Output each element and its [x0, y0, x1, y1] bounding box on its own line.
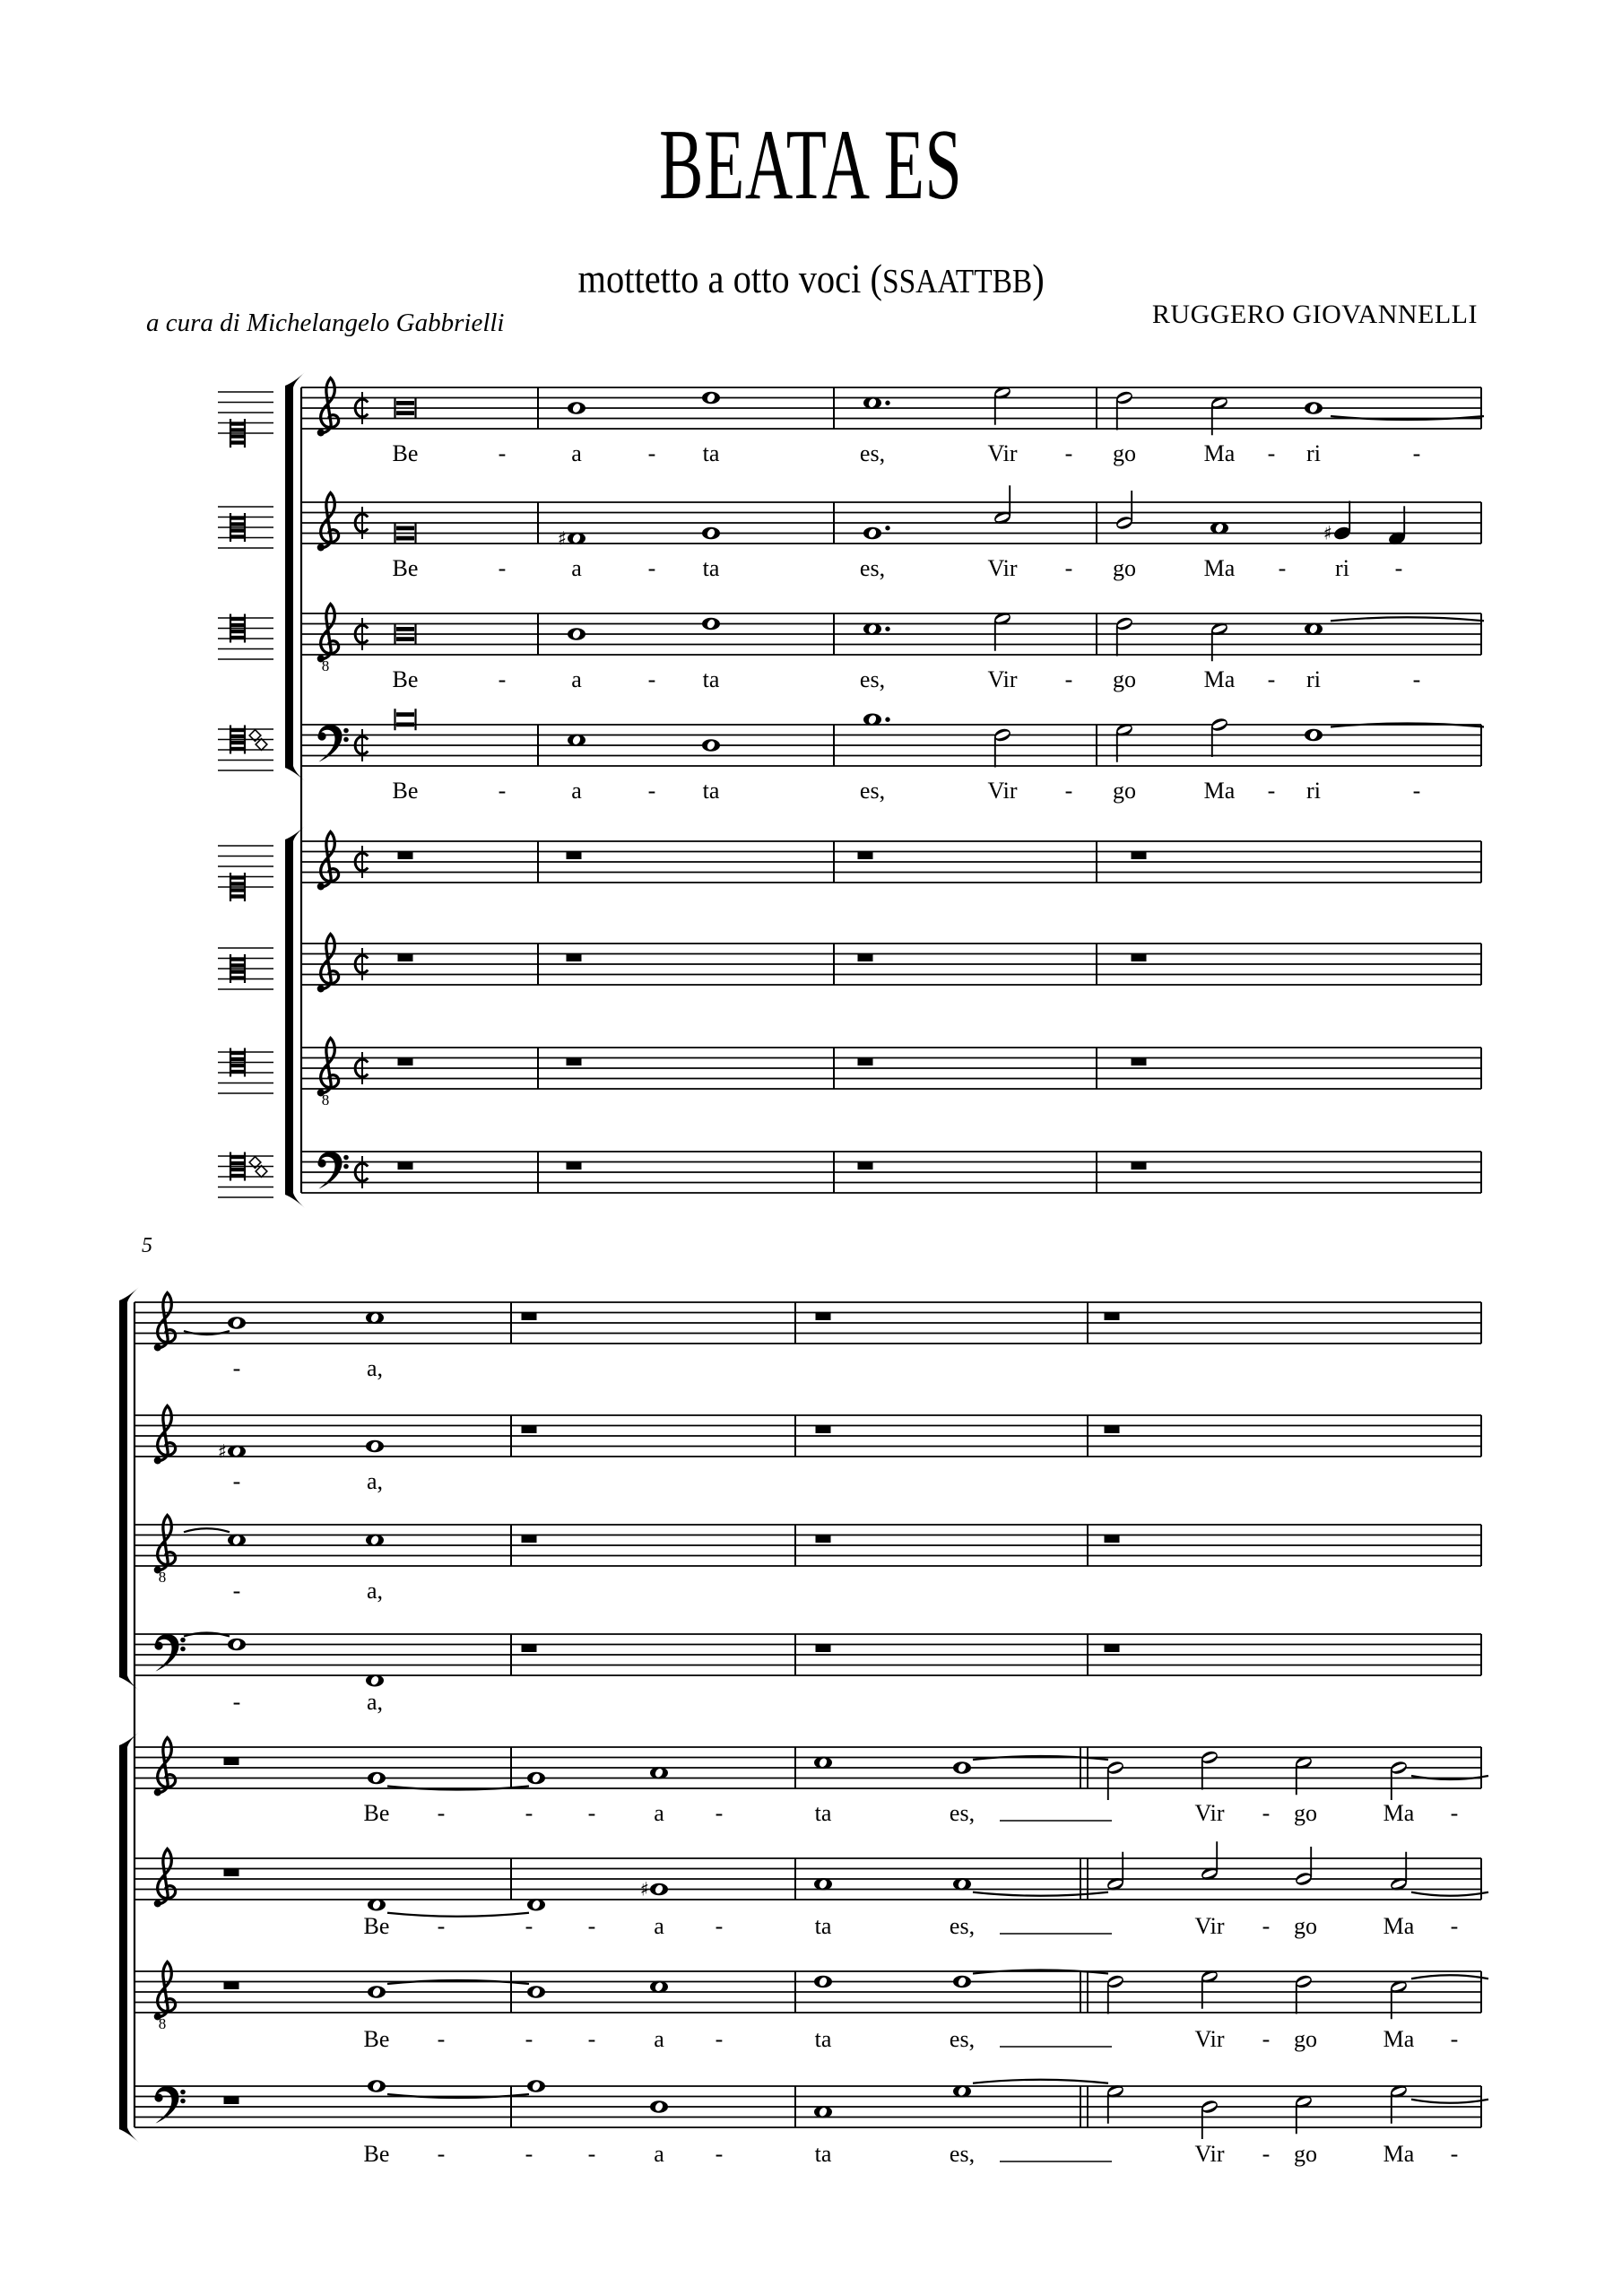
- octave-8-icon: 8: [158, 2015, 167, 2032]
- lyric-syllable: ta: [814, 2026, 832, 2052]
- tie: [1411, 2100, 1488, 2103]
- lyric-syllable: Vir: [1194, 1800, 1225, 1826]
- lyric-syllable: Ma: [1383, 2026, 1415, 2052]
- lyric-syllable: a: [654, 2026, 664, 2052]
- lyric-syllable: -: [437, 2141, 446, 2167]
- staff-choir2-bass: [134, 2080, 1488, 2167]
- original-clef-incipit: [218, 1048, 273, 1094]
- note-whole: [368, 1899, 386, 1911]
- note-whole: [366, 1534, 384, 1546]
- note-dotted-whole: [863, 396, 890, 409]
- whole-rest: [1132, 1058, 1147, 1066]
- note-whole: [368, 1986, 386, 1998]
- lyric-syllable: Ma: [1203, 440, 1236, 466]
- lyric-syllable: -: [1412, 440, 1421, 466]
- whole-rest: [1105, 1426, 1120, 1434]
- lyric-syllable: -: [1064, 555, 1073, 581]
- lyric-syllable: -: [525, 1913, 533, 1939]
- whole-rest: [567, 1058, 582, 1066]
- note-whole: [527, 1772, 545, 1785]
- lyric-syllable: -: [1450, 2026, 1459, 2052]
- lyric-syllable: a,: [366, 1468, 384, 1494]
- note-half: [1294, 1973, 1314, 2013]
- lyric-syllable: -: [1262, 1800, 1271, 1826]
- note-whole: [228, 1534, 246, 1546]
- lyric-syllable: ri: [1306, 778, 1321, 804]
- note-whole: [953, 1761, 971, 1774]
- whole-rest: [816, 1313, 831, 1321]
- note-whole: [1305, 622, 1323, 635]
- note-breve: [395, 709, 416, 730]
- lyric-syllable: Be: [392, 555, 419, 581]
- whole-rest: [224, 1982, 239, 1990]
- lyric-syllable: -: [587, 1913, 596, 1939]
- note-half: [1115, 389, 1134, 430]
- whole-rest: [522, 1426, 537, 1434]
- lyric-syllable: ta: [814, 1800, 832, 1826]
- lyric-syllable: a: [654, 1800, 664, 1826]
- lyric-syllable: Be: [392, 778, 419, 804]
- lyric-syllable: -: [1278, 555, 1287, 581]
- note-whole: [228, 1317, 246, 1329]
- note-whole: [702, 392, 720, 404]
- note-half: [1294, 1847, 1314, 1887]
- staff-choir1-alto: [134, 1406, 1481, 1495]
- lyric-syllable: Vir: [1194, 2026, 1225, 2052]
- lyric-syllable: -: [437, 1800, 446, 1826]
- lyric-syllable: -: [587, 2026, 596, 2052]
- lyric-syllable: -: [1267, 666, 1276, 692]
- lyric-syllable: -: [715, 2141, 724, 2167]
- editor-credit: a cura di Michelangelo Gabbrielli: [146, 309, 505, 337]
- note-whole: [814, 1878, 832, 1891]
- measure-number: 5: [142, 1234, 152, 1257]
- note-half: [1115, 615, 1134, 656]
- lyric-syllable: Vir: [987, 555, 1018, 581]
- staff-choir1-soprano: [134, 1293, 1481, 1382]
- tie: [1331, 617, 1484, 621]
- staff-choir1-tenor: [218, 604, 1484, 693]
- whole-rest: [398, 1162, 413, 1170]
- lyric-syllable: es,: [949, 1913, 976, 1939]
- note-whole: [650, 1980, 668, 1993]
- sharp-icon: ♯: [217, 1440, 228, 1463]
- lyric-syllable: ta: [702, 440, 720, 466]
- note-dotted-whole: [863, 622, 890, 635]
- note-whole: [568, 402, 585, 414]
- staff-choir2-soprano: [218, 832, 1481, 902]
- lyric-syllable: -: [525, 2026, 533, 2052]
- whole-rest: [522, 1645, 537, 1653]
- lyric-syllable: go: [1294, 1913, 1317, 1939]
- staff-choir1-bass: [218, 709, 1484, 804]
- lyric-syllable: -: [1394, 555, 1403, 581]
- lyric-syllable: -: [437, 1913, 446, 1939]
- lyric-syllable: es,: [859, 555, 886, 581]
- staff-choir2-tenor: [218, 1039, 1481, 1109]
- lyric-syllable: -: [1450, 1800, 1459, 1826]
- subtitle-post: ): [1032, 256, 1045, 301]
- note-whole: [558, 527, 585, 549]
- lyric-syllable: a: [571, 555, 582, 581]
- lyric-syllable: ta: [702, 778, 720, 804]
- lyric-syllable: Ma: [1383, 1800, 1415, 1826]
- note-whole: [702, 739, 720, 752]
- note-whole: [527, 2080, 545, 2092]
- lyric-syllable: a: [654, 1913, 664, 1939]
- whole-rest: [858, 1058, 873, 1066]
- lyric-syllable: Be: [363, 2141, 390, 2167]
- system-2: [119, 1287, 1488, 2167]
- note-whole: [953, 2085, 971, 2098]
- note-whole: [814, 1976, 832, 1988]
- staff-choir1-bass: [134, 1633, 1481, 1716]
- note-half: [1115, 491, 1134, 531]
- note-whole: [366, 1440, 384, 1453]
- lyric-syllable: ta: [814, 1913, 832, 1939]
- whole-rest: [398, 1058, 413, 1066]
- lyric-syllable: Ma: [1383, 1913, 1415, 1939]
- whole-rest: [224, 1869, 239, 1877]
- original-clef-incipit: [218, 507, 273, 548]
- lyric-syllable: es,: [859, 666, 886, 692]
- lyric-syllable: a,: [366, 1355, 384, 1381]
- tie: [387, 1913, 529, 1917]
- lyric-syllable: -: [1064, 666, 1073, 692]
- staff-choir2-bass: [218, 1152, 1481, 1197]
- choir-bracket: [119, 1287, 139, 1691]
- staff-choir1-soprano: [218, 378, 1484, 467]
- lyric-syllable: Be: [392, 666, 419, 692]
- note-whole: [228, 1639, 246, 1651]
- whole-rest: [1105, 1535, 1120, 1544]
- original-clef-incipit: [218, 1152, 273, 1198]
- lyric-syllable: -: [715, 1800, 724, 1826]
- original-clef-incipit: [218, 614, 273, 660]
- lyric-syllable: ta: [702, 555, 720, 581]
- lyric-syllable: -: [1267, 778, 1276, 804]
- lyric-syllable: -: [1412, 666, 1421, 692]
- tie: [184, 1528, 230, 1532]
- lyric-syllable: a,: [366, 1689, 384, 1715]
- lyric-syllable: go: [1294, 2026, 1317, 2052]
- note-whole: [702, 527, 720, 540]
- subtitle-voicing: SSAATTBB: [881, 263, 1033, 300]
- whole-rest: [1105, 1313, 1120, 1321]
- lyric-syllable: -: [498, 555, 507, 581]
- lyric-syllable: es,: [949, 2141, 976, 2167]
- whole-rest: [816, 1645, 831, 1653]
- lyric-syllable: -: [525, 2141, 533, 2167]
- lyric-syllable: ta: [702, 666, 720, 692]
- lyric-syllable: -: [1262, 2141, 1271, 2167]
- lyric-syllable: -: [1450, 2141, 1459, 2167]
- lyric-syllable: Vir: [987, 440, 1018, 466]
- lyric-syllable: a: [571, 666, 582, 692]
- lyric-syllable: Be: [363, 2026, 390, 2052]
- lyric-syllable: go: [1294, 1800, 1317, 1826]
- lyric-syllable: -: [1450, 1913, 1459, 1939]
- lyric-syllable: Vir: [987, 778, 1018, 804]
- note-half: [1200, 1749, 1219, 1789]
- note-whole: [527, 1899, 545, 1911]
- whole-rest: [522, 1313, 537, 1321]
- lyric-syllable: -: [498, 440, 507, 466]
- lyric-syllable: -: [232, 1468, 241, 1494]
- lyric-syllable: -: [525, 1800, 533, 1826]
- lyric-syllable: go: [1294, 2141, 1317, 2167]
- lyric-syllable: a: [571, 440, 582, 466]
- staff-choir1-tenor: [134, 1516, 1481, 1605]
- lyric-syllable: -: [232, 1578, 241, 1604]
- lyric-syllable: a,: [366, 1578, 384, 1604]
- whole-rest: [567, 954, 582, 962]
- lyric-syllable: ri: [1306, 666, 1321, 692]
- lyric-syllable: es,: [859, 778, 886, 804]
- lyric-syllable: -: [1064, 778, 1073, 804]
- page-title: BEATA ES: [659, 109, 963, 221]
- lyric-syllable: Ma: [1383, 2141, 1415, 2167]
- lyric-syllable: go: [1113, 555, 1136, 581]
- staff-choir2-tenor: [134, 1962, 1488, 2053]
- lyric-syllable: Be: [363, 1913, 390, 1939]
- note-whole: [650, 1767, 668, 1779]
- choir-bracket: [119, 1732, 139, 2143]
- whole-rest: [567, 1162, 582, 1170]
- original-clef-incipit: [218, 392, 273, 448]
- whole-rest: [858, 852, 873, 860]
- staff-choir2-alto: [218, 935, 1481, 993]
- lyric-syllable: ri: [1335, 555, 1349, 581]
- note-half: [1200, 2099, 1219, 2139]
- lyric-syllable: Vir: [1194, 2141, 1225, 2167]
- lyric-syllable: Be: [392, 440, 419, 466]
- note-half: [1210, 717, 1229, 757]
- whole-rest: [224, 2097, 239, 2105]
- lyric-syllable: go: [1113, 666, 1136, 692]
- lyric-syllable: -: [498, 778, 507, 804]
- note-whole: [568, 628, 585, 640]
- note-whole: [368, 1772, 386, 1785]
- lyric-syllable: ri: [1306, 440, 1321, 466]
- note-whole: [702, 618, 720, 631]
- lyric-syllable: -: [647, 440, 656, 466]
- lyric-syllable: Be: [363, 1800, 390, 1826]
- original-clef-incipit: [218, 948, 273, 989]
- note-whole: [1305, 402, 1323, 414]
- staff-choir2-soprano: [134, 1738, 1488, 1827]
- lyric-syllable: a: [571, 778, 582, 804]
- note-whole: [1305, 729, 1323, 742]
- whole-rest: [858, 954, 873, 962]
- lyric-syllable: -: [232, 1689, 241, 1715]
- composer-name: RUGGERO GIOVANNELLI: [1151, 300, 1478, 329]
- sharp-icon: ♯: [639, 1878, 650, 1900]
- note-whole: [1210, 522, 1228, 535]
- lyric-syllable: -: [1262, 1913, 1271, 1939]
- octave-8-icon: 8: [321, 657, 330, 674]
- lyric-syllable: -: [1267, 440, 1276, 466]
- note-dotted-whole: [863, 713, 890, 726]
- lyric-syllable: go: [1113, 440, 1136, 466]
- note-half: [1200, 1841, 1219, 1882]
- lyric-syllable: -: [587, 2141, 596, 2167]
- note-whole: [527, 1986, 545, 1998]
- whole-rest: [398, 954, 413, 962]
- note-whole: [366, 1674, 384, 1687]
- lyric-syllable: Vir: [987, 666, 1018, 692]
- lyric-syllable: -: [647, 555, 656, 581]
- lyric-syllable: -: [587, 1800, 596, 1826]
- sharp-icon: ♯: [1323, 522, 1333, 544]
- note-half: [993, 726, 1012, 767]
- lyric-syllable: -: [232, 1355, 241, 1381]
- lyric-syllable: -: [715, 2026, 724, 2052]
- lyric-syllable: es,: [949, 2026, 976, 2052]
- note-whole: [568, 734, 585, 746]
- original-clef-incipit: [218, 726, 273, 771]
- whole-rest: [224, 1758, 239, 1766]
- lyric-syllable: -: [1064, 440, 1073, 466]
- sharp-icon: ♯: [557, 527, 568, 550]
- whole-rest: [816, 1426, 831, 1434]
- octave-8-icon: 8: [158, 1569, 167, 1586]
- lyric-syllable: es,: [859, 440, 886, 466]
- note-half: [993, 485, 1012, 526]
- lyric-syllable: ta: [814, 2141, 832, 2167]
- lyric-syllable: -: [647, 666, 656, 692]
- tie: [1411, 1975, 1488, 1979]
- lyric-syllable: go: [1113, 778, 1136, 804]
- whole-rest: [398, 852, 413, 860]
- staff-choir1-alto: [218, 485, 1481, 581]
- system-1: [218, 372, 1484, 1208]
- whole-rest: [1105, 1645, 1120, 1653]
- whole-rest: [522, 1535, 537, 1544]
- lyric-syllable: -: [498, 666, 507, 692]
- note-whole: [814, 2106, 832, 2118]
- whole-rest: [1132, 1162, 1147, 1170]
- tie: [973, 2080, 1108, 2083]
- note-whole: [953, 1878, 971, 1891]
- lyric-syllable: es,: [949, 1800, 976, 1826]
- note-half: [1106, 1760, 1125, 1800]
- note-half: [1389, 1760, 1409, 1800]
- whole-rest: [1132, 852, 1147, 860]
- lyric-syllable: Vir: [1194, 1913, 1225, 1939]
- staff-choir2-alto: [134, 1841, 1488, 1939]
- note-whole: [368, 2080, 386, 2092]
- lyric-syllable: Ma: [1203, 555, 1236, 581]
- whole-rest: [816, 1535, 831, 1544]
- lyric-syllable: -: [437, 2026, 446, 2052]
- note-whole: [366, 1311, 384, 1324]
- note-whole: [218, 1440, 246, 1462]
- original-clef-incipit: [218, 846, 273, 901]
- lyric-syllable: -: [1262, 2026, 1271, 2052]
- subtitle-pre: mottetto a otto voci (: [577, 256, 882, 301]
- note-whole: [814, 1756, 832, 1769]
- tie: [1411, 1892, 1488, 1896]
- note-whole: [640, 1879, 668, 1900]
- note-half: [1106, 1973, 1125, 2013]
- lyric-syllable: Ma: [1203, 778, 1236, 804]
- lyric-syllable: -: [1412, 778, 1421, 804]
- note-whole: [953, 1976, 971, 1988]
- whole-rest: [567, 852, 582, 860]
- whole-rest: [1132, 954, 1147, 962]
- lyric-syllable: a: [654, 2141, 664, 2167]
- lyric-syllable: -: [647, 778, 656, 804]
- lyric-syllable: -: [715, 1913, 724, 1939]
- octave-8-icon: 8: [321, 1091, 330, 1109]
- lyric-syllable: Ma: [1203, 666, 1236, 692]
- whole-rest: [858, 1162, 873, 1170]
- note-whole: [650, 2100, 668, 2113]
